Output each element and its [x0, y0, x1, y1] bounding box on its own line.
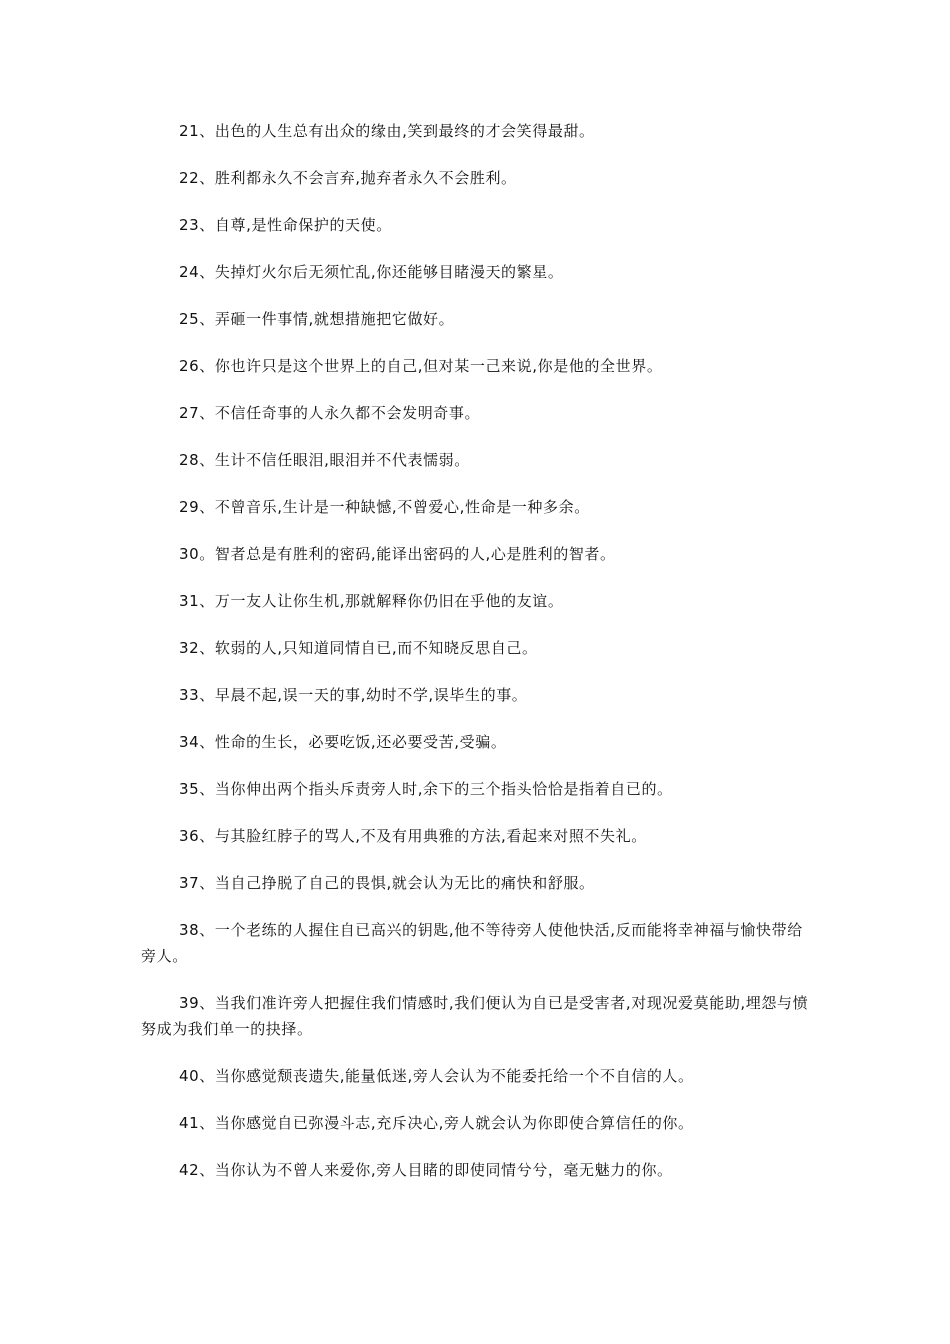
paragraph-35: 35、当你伸出两个指头斥责旁人时,余下的三个指头恰恰是指着自已的。 [179, 780, 673, 798]
document-body [141, 118, 811, 1204]
paragraph-41: 41、当你感觉自已弥漫斗志,充斥决心,旁人就会认为你即使合算信任的你。 [179, 1114, 694, 1132]
paragraph-42: 42、当你认为不曾人来爱你,旁人目睹的即使同情兮兮，毫无魅力的你。 [179, 1161, 673, 1179]
paragraph-23: 23、自尊,是性命保护的天使。 [179, 216, 392, 234]
paragraph-38: 38、一个老练的人握住自已高兴的钥匙,他不等待旁人使他快活,反而能将幸神福与愉快带给旁人。 [141, 921, 803, 965]
paragraph-36: 36、与其脸红脖子的骂人,不及有用典雅的方法,看起来对照不失礼。 [179, 827, 647, 845]
paragraph-31: 31、万一友人让你生机,那就解释你仍旧在乎他的友谊。 [179, 592, 564, 610]
paragraph-26: 26、你也许只是这个世界上的自己,但对某一己来说,你是他的全世界。 [179, 357, 663, 375]
paragraph-24: 24、失掉灯火尔后无须忙乱,你还能够目睹漫天的繁星。 [179, 263, 564, 281]
paragraph-39: 39、当我们准许旁人把握住我们情感时,我们便认为自已是受害者,对现况爱莫能助,埋怨与愤努成为我们单一的抉择。 [141, 994, 809, 1038]
paragraph-37: 37、当自己挣脱了自己的畏惧,就会认为无比的痛快和舒服。 [179, 874, 595, 892]
paragraph-25: 25、弄砸一件事情,就想措施把它做好。 [179, 310, 455, 328]
paragraph-32: 32、软弱的人,只知道同情自已,而不知晓反思自己。 [179, 639, 538, 657]
paragraph-28: 28、生计不信任眼泪,眼泪并不代表懦弱。 [179, 451, 470, 469]
paragraph-40: 40、当你感觉颓丧遗失,能量低迷,旁人会认为不能委托给一个不自信的人。 [179, 1067, 694, 1085]
paragraph-29: 29、不曾音乐,生计是一种缺憾,不曾爱心,性命是一种多余。 [179, 498, 590, 516]
paragraph-30: 30。智者总是有胜利的密码,能译出密码的人,心是胜利的智者。 [179, 545, 616, 563]
paragraph-33: 33、早晨不起,误一天的事,幼时不学,误毕生的事。 [179, 686, 528, 704]
paragraph-34: 34、性命的生长，必要吃饭,还必要受苦,受骗。 [179, 733, 507, 751]
paragraph-22: 22、胜利都永久不会言弃,抛弃者永久不会胜利。 [179, 169, 517, 187]
paragraph-21: 21、出色的人生总有出众的缘由,笑到最终的才会笑得最甜。 [179, 122, 595, 140]
paragraph-27: 27、不信任奇事的人永久都不会发明奇事。 [179, 404, 481, 422]
